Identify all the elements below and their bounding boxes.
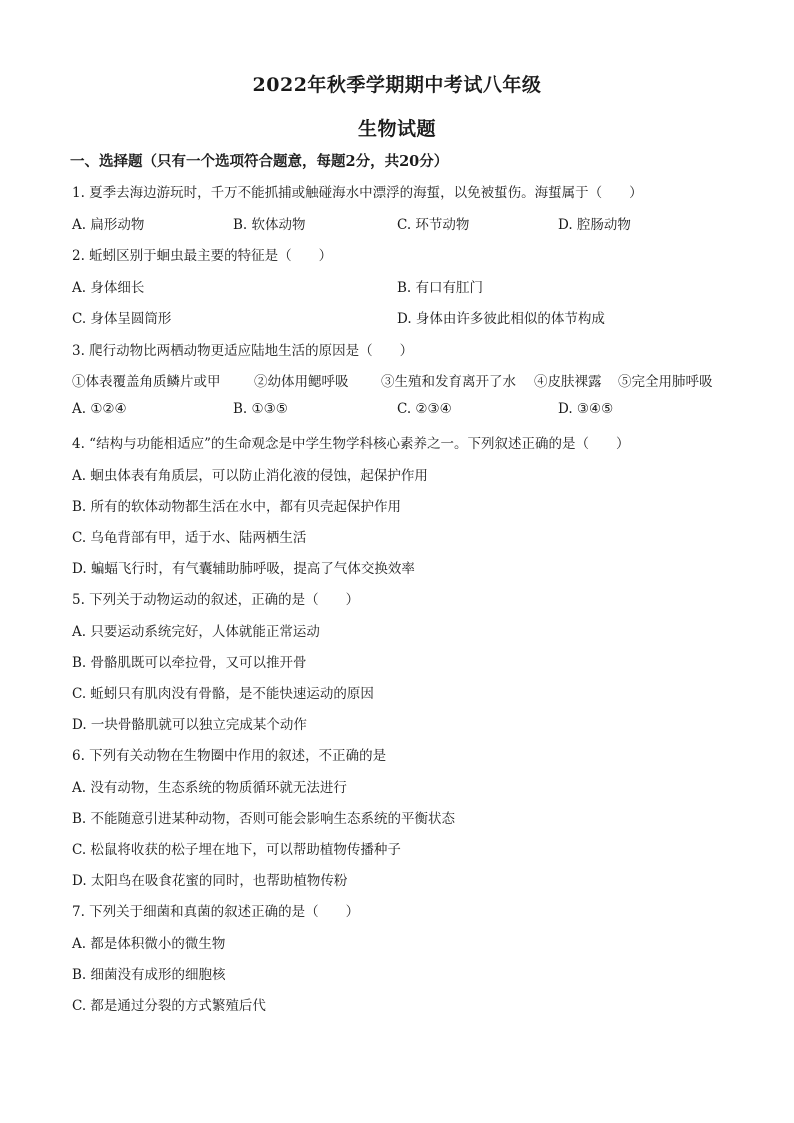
question-4-stem: 4. “结构与功能相适应”的生命观念是中学生物学科核心素养之一。下列叙述正确的是（ ） (72, 436, 630, 452)
question-2-option-b: B. 有口有肛门 (397, 280, 484, 296)
question-6-option-b: B. 不能随意引进某种动物，否则可能会影响生态系统的平衡状态 (72, 811, 456, 827)
question-3-statement-5: ⑤完全用肺呼吸 (618, 374, 713, 390)
page-title: 2022年秋季学期期中考试八年级 (252, 74, 542, 96)
question-3-option-c: C. ②③④ (397, 401, 452, 417)
question-4-option-a: A. 蛔虫体表有角质层，可以防止消化液的侵蚀，起保护作用 (72, 468, 428, 484)
question-1-option-b: B. 软体动物 (233, 217, 306, 233)
question-3-option-b: B. ①③⑤ (233, 401, 288, 417)
question-5-option-b: B. 骨骼肌既可以牵拉骨，又可以推开骨 (72, 655, 307, 671)
question-3-option-d: D. ③④⑤ (558, 401, 614, 417)
question-1-option-a: A. 扁形动物 (72, 217, 145, 233)
question-1-stem: 1. 夏季去海边游玩时，千万不能抓捕或触碰海水中漂浮的海蜇，以免被蜇伤。海蜇属于（ ） (72, 185, 643, 201)
question-3-statement-1: ①体表覆盖角质鳞片或甲 (72, 374, 221, 390)
question-3-statement-3: ③生殖和发育离开了水 (381, 374, 516, 390)
question-5-option-c: C. 蚯蚓只有肌肉没有骨骼，是不能快速运动的原因 (72, 686, 374, 702)
question-7-stem: 7. 下列关于细菌和真菌的叙述正确的是（ ） (72, 904, 360, 920)
question-7-option-b: B. 细菌没有成形的细胞核 (72, 967, 226, 983)
question-4-option-b: B. 所有的软体动物都生活在水中，都有贝壳起保护作用 (72, 499, 402, 515)
question-5-option-d: D. 一块骨骼肌就可以独立完成某个动作 (72, 717, 307, 733)
question-4-option-c: C. 乌龟背部有甲，适于水、陆两栖生活 (72, 530, 307, 546)
section-heading: 一、选择题（只有一个选项符合题意，每题2分，共20分） (70, 153, 449, 170)
question-7-option-a: A. 都是体积微小的微生物 (72, 936, 226, 952)
question-2-option-c: C. 身体呈圆筒形 (72, 311, 172, 327)
question-6-option-c: C. 松鼠将收获的松子埋在地下，可以帮助植物传播种子 (72, 842, 401, 858)
page-subtitle: 生物试题 (357, 118, 436, 140)
question-6-stem: 6. 下列有关动物在生物圈中作用的叙述，不正确的是 (72, 748, 387, 764)
question-1-option-d: D. 腔肠动物 (558, 217, 631, 233)
question-2-stem: 2. 蚯蚓区别于蛔虫最主要的特征是（ ） (72, 248, 333, 264)
question-7-option-c: C. 都是通过分裂的方式繁殖后代 (72, 998, 266, 1014)
question-3-stem: 3. 爬行动物比两栖动物更适应陆地生活的原因是（ ） (72, 343, 414, 359)
question-6-option-d: D. 太阳鸟在吸食花蜜的同时，也帮助植物传粉 (72, 873, 348, 889)
question-1-option-c: C. 环节动物 (397, 217, 470, 233)
question-2-option-d: D. 身体由许多彼此相似的体节构成 (397, 311, 605, 327)
question-5-stem: 5. 下列关于动物运动的叙述，正确的是（ ） (72, 592, 360, 608)
question-3-option-a: A. ①②④ (72, 401, 127, 417)
question-6-option-a: A. 没有动物，生态系统的物质循环就无法进行 (72, 780, 347, 796)
question-5-option-a: A. 只要运动系统完好，人体就能正常运动 (72, 624, 320, 640)
question-3-statement-2: ②幼体用鳃呼吸 (254, 374, 349, 390)
question-2-option-a: A. 身体细长 (72, 280, 145, 296)
question-3-statement-4: ④皮肤裸露 (534, 374, 602, 390)
question-4-option-d: D. 蝙蝠飞行时，有气囊辅助肺呼吸，提高了气体交换效率 (72, 561, 415, 577)
